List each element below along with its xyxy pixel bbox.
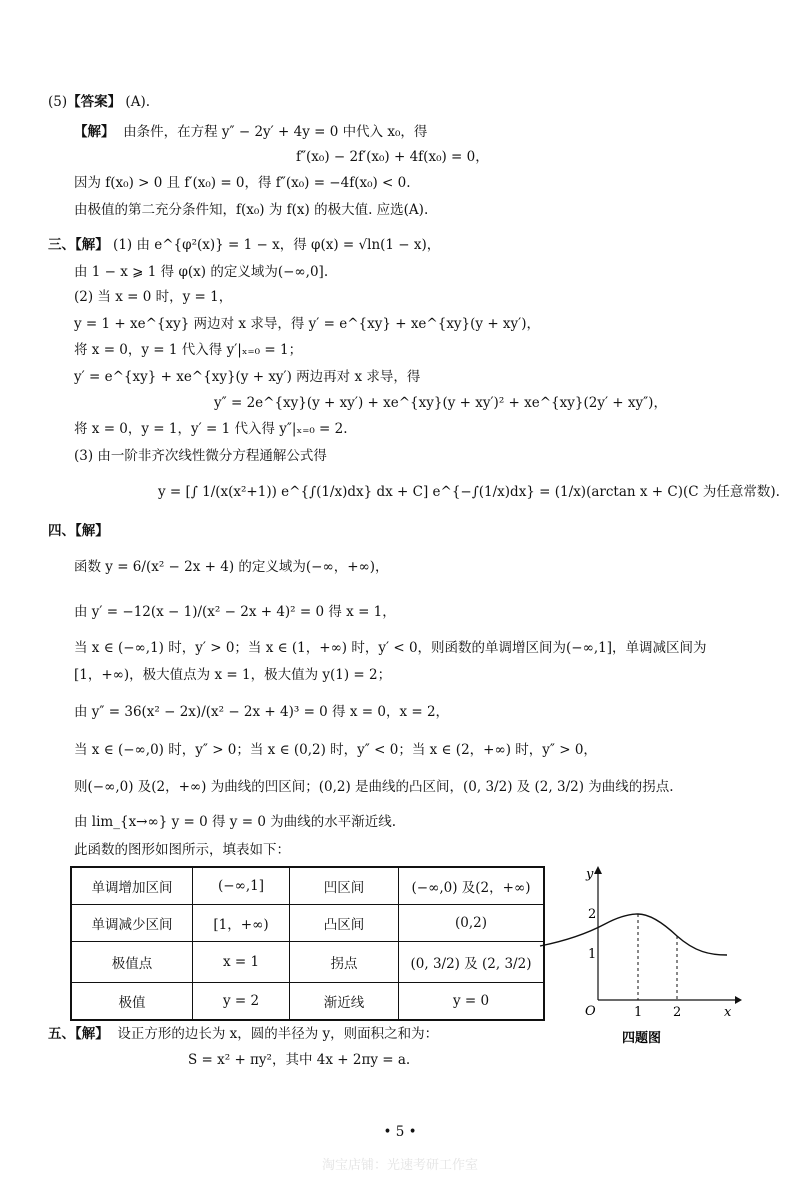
part5-line-1 [48,1024,438,1044]
page-number: • 5 • [383,1124,417,1140]
part4-line-8: 由 lim_{x→∞} y = 0 得 y = 0 为曲线的水平渐近线. [74,814,397,830]
origin-label: O [585,1004,596,1019]
part3-line-10: y = [∫ 1/(x(x²+1)) e^{∫(1/x)dx} dx + C] e^{−∫(1/x)dx} = (1/x)(arctan x + C)(C 为任意常数). [158,484,780,500]
table-row [71,867,544,905]
part4-header: 四、【解】 [48,523,109,539]
part3-line-8: 将 x = 0，y = 1，y′ = 1 代入得 y″|ₓ₌₀ = 2. [74,421,348,437]
part5-line-2: S = x² + πy²，其中 4x + 2πy = a. [188,1052,411,1068]
part4-line-7: 则(−∞,0) 及(2，+∞) 为曲线的凹区间；(0,2) 是曲线的凸区间，(0, 3/2) 及 (2, 3/2) 为曲线的拐点. [74,779,674,795]
watermark: 淘宝店铺：光速考研工作室 [321,1158,478,1173]
solution-text-1: 由条件，在方程 y″ − 2y′ + 4y = 0 中代入 x₀，得 [123,124,428,140]
summary-table [70,866,545,1021]
tick-label-y2: 2 [588,907,597,922]
part4-line-6: 当 x ∈ (−∞,0) 时，y″ > 0；当 x ∈ (0,2) 时，y″ < 0；当 x ∈ (2，+∞) 时，y″ > 0， [74,742,597,758]
function-curve [540,914,727,955]
part4-line-9: 此函数的图形如图所示，填表如下： [74,842,290,858]
table-cell: (0,2) [399,905,545,942]
answer-tag: 【答案】 [67,94,122,110]
y-axis-arrow-icon [594,866,602,874]
table-row [71,942,544,983]
part4-line-5: 由 y″ = 36(x² − 2x)/(x² − 2x + 4)³ = 0 得 x = 0，x = 2， [74,704,450,720]
answer-number: (5) [48,94,68,110]
answer-value: (A). [125,94,150,110]
solution-line-1 [74,122,427,142]
table-cell: 凹区间 [290,867,399,905]
table-cell: 单调减少区间 [71,905,193,942]
part4-line-3: 当 x ∈ (−∞,1) 时，y′ > 0；当 x ∈ (1，+∞) 时，y′ < 0，则函数的单调增区间为(−∞,1]，单调减区间为 [74,640,707,656]
tick-label-y1: 1 [588,947,597,962]
solution-line-3: 因为 f(x₀) > 0 且 f′(x₀) = 0，得 f″(x₀) = −4f(x₀) < 0. [74,175,411,191]
part5-text-1: 设正方形的边长为 x，圆的半径为 y，则面积之和为： [117,1026,439,1042]
table-cell: x = 1 [193,942,290,983]
table-cell: 渐近线 [290,983,399,1021]
table-cell: [1，+∞) [193,905,290,942]
part3-line-3: (2) 当 x = 0 时，y = 1， [74,289,233,305]
part3-line-6: y′ = e^{xy} + xe^{xy}(y + xy′) 两边再对 x 求导，得 [74,369,421,385]
table-cell: (−∞,1] [193,867,290,905]
table-row [71,983,544,1021]
table-cell: 极值点 [71,942,193,983]
part5-header: 五、【解】 [48,1026,109,1042]
table-cell: 极值 [71,983,193,1021]
answer-line [48,92,150,112]
part4-line-1: 函数 y = 6/(x² − 2x + 4) 的定义域为(−∞，+∞)， [74,559,389,575]
part3-line-9: (3) 由一阶非齐次线性微分方程通解公式得 [74,448,327,464]
part3-line-7: y″ = 2e^{xy}(y + xy′) + xe^{xy}(y + xy′)² + xe^{xy}(2y′ + xy″)， [214,395,667,411]
part3-line-1 [48,235,440,255]
solution-line-4: 由极值的第二充分条件知，f(x₀) 为 f(x) 的极大值. 应选(A). [74,202,429,218]
tick-label-x1: 1 [634,1005,643,1020]
table-cell: (0, 3/2) 及 (2, 3/2) [399,942,545,983]
table-row [71,905,544,942]
solution-tag: 【解】 [74,124,115,140]
y-axis-label: y [586,867,594,882]
tick-label-x2: 2 [673,1005,682,1020]
table-cell: y = 2 [193,983,290,1021]
x-axis-label: x [724,1005,732,1020]
part4-line-4: [1，+∞)，极大值点为 x = 1，极大值为 y(1) = 2； [74,667,392,683]
figure-caption: 四题图 [622,1031,662,1046]
part3-text-1: (1) 由 e^{φ²(x)} = 1 − x，得 φ(x) = √ln(1 − x)， [113,237,441,253]
table-cell: 拐点 [290,942,399,983]
part3-line-5: 将 x = 0，y = 1 代入得 y′|ₓ₌₀ = 1； [74,342,303,358]
x-axis-arrow-icon [735,996,742,1004]
solution-equation: f″(x₀) − 2f′(x₀) + 4f(x₀) = 0， [296,149,489,165]
part3-header: 三、【解】 [48,237,109,253]
table-cell: y = 0 [399,983,545,1021]
function-graph [530,860,745,1050]
part3-line-4: y = 1 + xe^{xy} 两边对 x 求导，得 y′ = e^{xy} + xe^{xy}(y + xy′)， [74,316,541,332]
table-cell: (−∞,0) 及(2，+∞) [399,867,545,905]
table-cell: 单调增加区间 [71,867,193,905]
part3-line-2: 由 1 − x ⩾ 1 得 φ(x) 的定义域为(−∞,0]. [74,264,329,280]
table-cell: 凸区间 [290,905,399,942]
part4-line-2: 由 y′ = −12(x − 1)/(x² − 2x + 4)² = 0 得 x = 1， [74,604,396,620]
